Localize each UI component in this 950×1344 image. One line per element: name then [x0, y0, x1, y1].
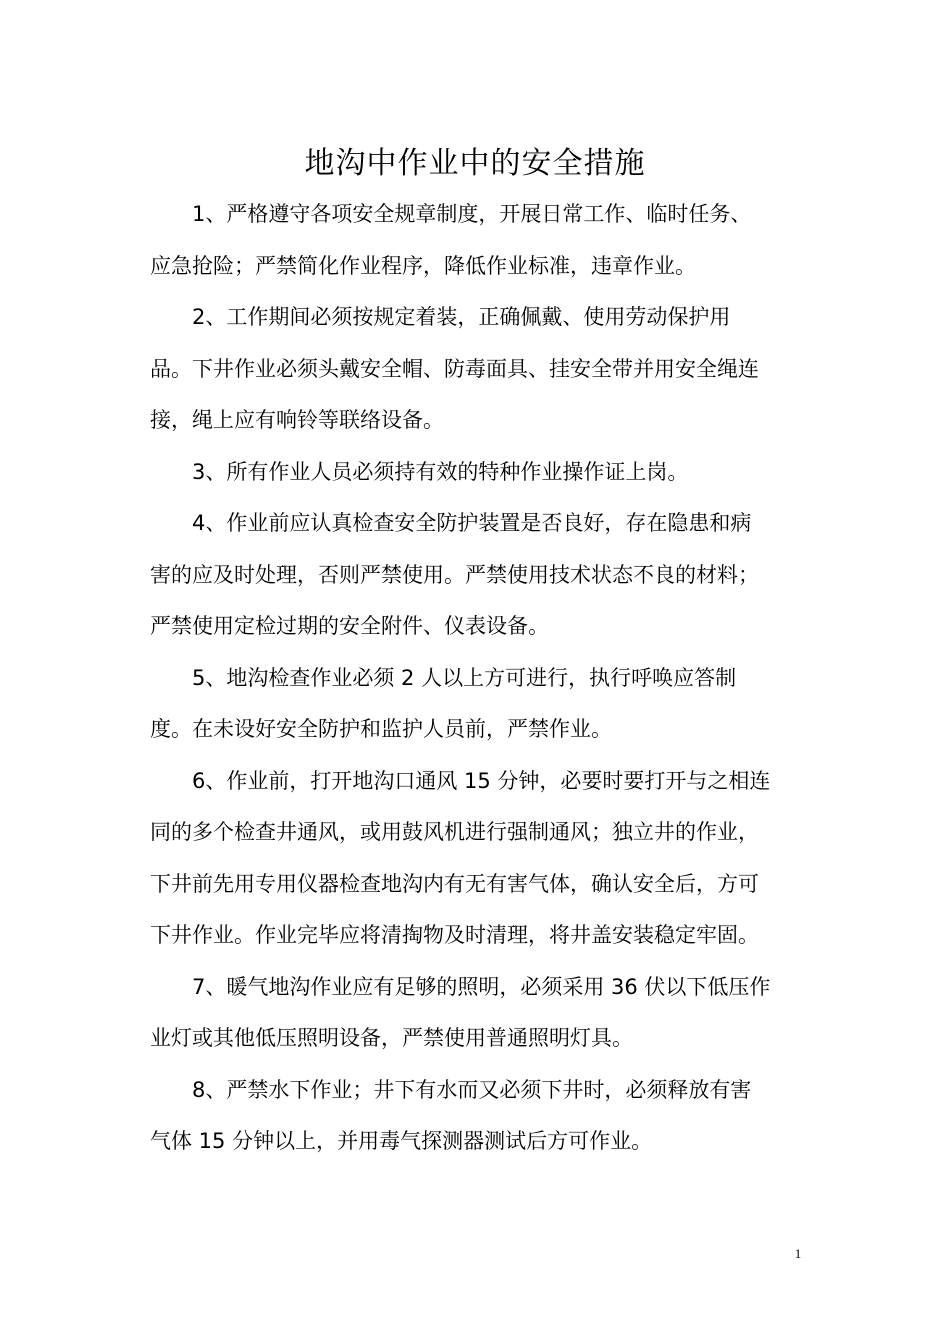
page-title: 地沟中作业中的安全措施	[304, 146, 646, 182]
paragraph-5: 5、地沟检查作业必须 2 人以上方可进行，执行呼唤应答制 度。在未设好安全防护和监护人员前，严禁作业。	[150, 665, 737, 741]
paragraph-8: 8、严禁水下作业；井下有水而又必须下井时，必须释放有害 气体 15 分钟以上，并用毒气探测器测试后方可作业。	[150, 1077, 752, 1153]
document-body	[150, 189, 800, 1168]
paragraph-4: 4、作业前应认真检查安全防护装置是否良好，存在隐患和病 害的应及时处理，否则严禁使用。严禁使用技术状态不良的材料； 严禁使用定检过期的安全附件、仪表设备。	[150, 511, 759, 638]
paragraph-7: 7、暖气地沟作业应有足够的照明，必须采用 36 伏以下低压作 业灯或其他低压照明设备，严禁使用普通照明灯具。	[150, 974, 771, 1050]
paragraph-3: 3、所有作业人员必须持有效的特种作业操作证上岗。	[192, 459, 689, 484]
page-number: 1	[794, 1246, 802, 1261]
paragraph-6: 6、作业前，打开地沟口通风 15 分钟，必要时要打开与之相连 同的多个检查井通风，或用鼓风机进行强制通风；独立井的作业， 下井前先用专用仪器检查地沟内有无有害气体，确认安全后，方可 下井作业。作业完毕应将清掏物及时清理，将井盖安装稳定牢固。	[150, 768, 771, 947]
paragraph-2: 2、工作期间必须按规定着装，正确佩戴、使用劳动保护用 品。下井作业必须头戴安全帽、防毒面具、挂安全带并用安全绳连 接，绳上应有响铃等联络设备。	[150, 305, 759, 432]
paragraph-1: 1、严格遵守各项安全规章制度，开展日常工作、临时任务、 应急抢险；严禁简化作业程序，降低作业标准，违章作业。	[150, 202, 752, 278]
